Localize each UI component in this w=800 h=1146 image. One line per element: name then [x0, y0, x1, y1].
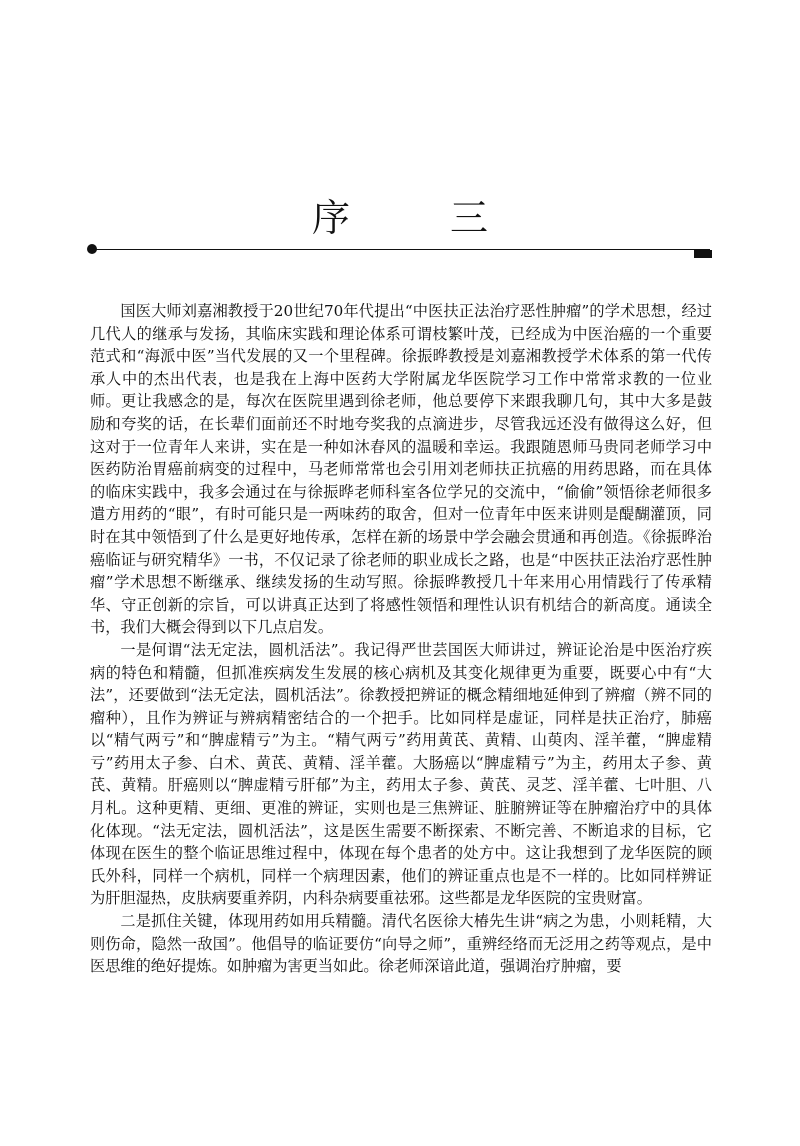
underline-block-ornament: [694, 250, 712, 258]
paragraph-1: 国医大师刘嘉湘教授于20世纪70年代提出“中医扶正法治疗恶性肿瘤”的学术思想，经过几代人的继承与发扬，其临床实践和理论体系可谓枝繁叶茂，已经成为中医治癌的一个重要范式和“海派中医”当代发展的又一个里程碑。徐振晔教授是刘嘉湘教授学术体系的第一代传承人中的杰出代表，也是我在上海中医药大学附属龙华医院学习工作中常常求教的一位业师。更让我感念的是，每次在医院里遇到徐老师，他总要停下来跟我聊几句，其中大多是鼓励和夸奖的话，在长辈们面前还不时地夸奖我的点滴进步，尽管我远还没有做得这么好，但这对于一位青年人来讲，实在是一种如沐春风的温暖和幸运。我跟随恩师马贵同老师学习中医药防治胃癌前病变的过程中，马老师常常也会引用刘老师扶正抗癌的用药思路，而在具体的临床实践中，我多会通过在与徐振晔老师科室各位学兄的交流中，“偷偷”领悟徐老师很多遣方用药的“眼”，有时可能只是一两味药的取舍，但对一位青年中医来讲则是醍醐灌顶，同时在其中领悟到了什么是更好地传承，怎样在新的场景中学会融会贯通和再创造。《徐振晔治癌临证与研究精华》一书，不仅记录了徐老师的职业成长之路，也是“中医扶正法治疗恶性肿瘤”学术思想不断继承、继续发扬的生动写照。徐振晔教授几十年来用心用情践行了传承精华、守正创新的宗旨，可以讲真正达到了将感性领悟和理性认识有机结合的新高度。通读全书，我们大概会得到以下几点启发。: [90, 302, 712, 637]
paragraph-3: 二是抓住关键，体现用药如用兵精髓。清代名医徐大椿先生讲“病之为患，小则耗精，大则伤命，隐然一敌国”。他倡导的临证要仿“向导之师”，重辨经络而无泛用之药等观点，是中医思维的绝好提炼。如肿瘤为害更当如此。徐老师深谙此道，强调治疗肿瘤，要: [90, 912, 712, 976]
body-text: [90, 300, 712, 978]
underline-rule: [92, 249, 710, 250]
paragraph-2: 一是何谓“法无定法，圆机活法”。我记得严世芸国医大师讲过，辨证论治是中医治疗疾病的特色和精髓，但抓准疾病发生发展的核心病机及其变化规律更为重要，既要心中有“大法”，还要做到“法无定法，圆机活法”。徐教授把辨证的概念精细地延伸到了辨瘤（辨不同的瘤种），且作为辨证与辨病精密结合的一个把手。比如同样是虚证，同样是扶正治疗，肺癌以“精气两亏”和“脾虚精亏”为主。“精气两亏”药用黄芪、黄精、山萸肉、淫羊藿，“脾虚精亏”药用太子参、白术、黄芪、黄精、淫羊藿。大肠癌以“脾虚精亏”为主，药用太子参、黄芪、黄精。肝癌则以“脾虚精亏肝郁”为主，药用太子参、黄芪、灵芝、淫羊藿、七叶胆、八月札。这种更精、更细、更准的辨证，实则也是三焦辨证、脏腑辨证等在肿瘤治疗中的具体化体现。“法无定法，圆机活法”，这是医生需要不断探索、不断完善、不断追求的目标，它体现在医生的整个临证思维过程中，体现在每个患者的处方中。这让我想到了龙华医院的顾氏外科，同样一个病机，同样一个病理因素，他们的辨证重点也是不一样的。比如同样辨证为肝胆湿热，皮肤病要重养阴，内科杂病要重祛邪。这些都是龙华医院的宝贵财富。: [90, 640, 712, 908]
page-title: 序 三: [311, 196, 533, 240]
